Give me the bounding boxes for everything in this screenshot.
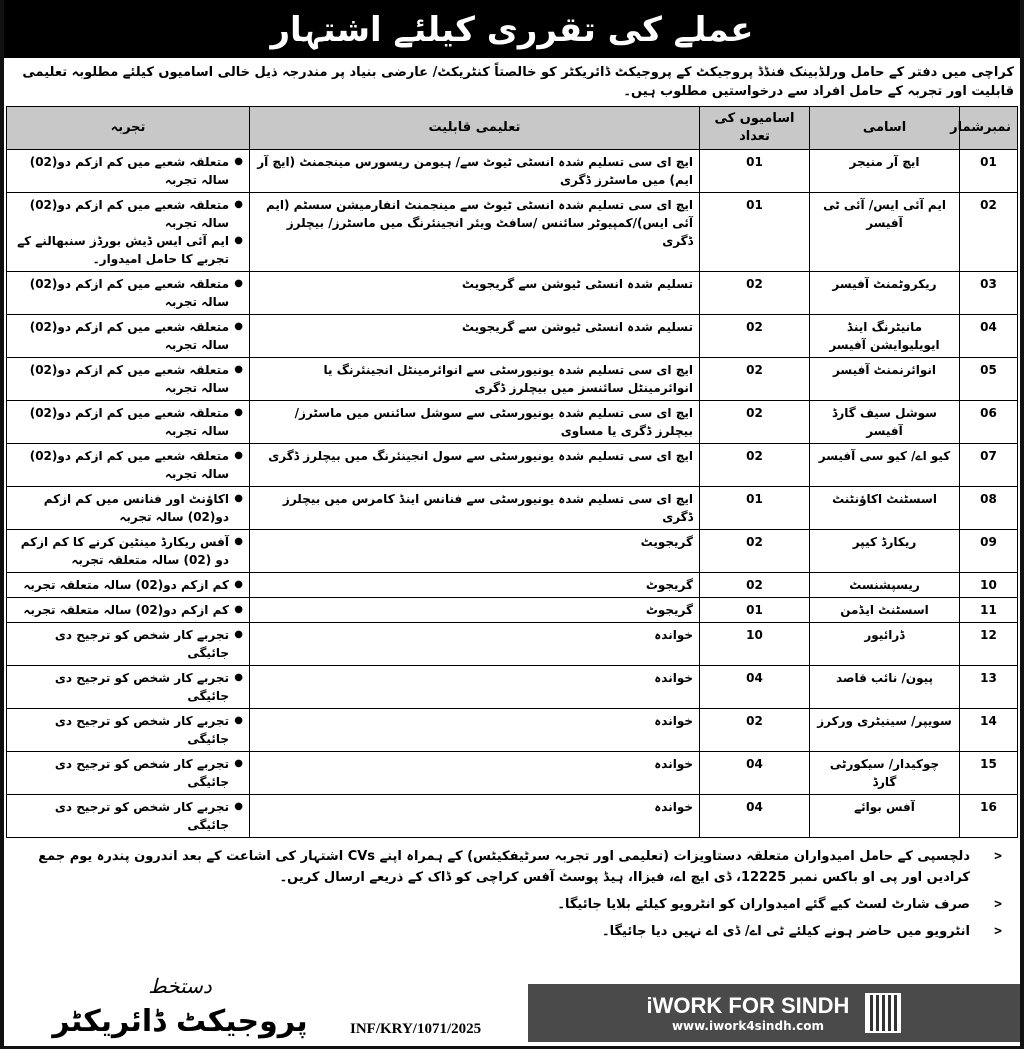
post-cell: اسسٹنٹ ایڈمن: [810, 598, 960, 623]
table-row: [7, 752, 1018, 795]
table-row: [7, 530, 1018, 573]
experience-item: ● تجربے کار شخص کو ترجیح دی جائیگی: [13, 626, 243, 662]
experience-cell: [7, 358, 250, 401]
count-cell: 02: [700, 358, 810, 401]
qualification-cell: ایچ ای سی تسلیم شدہ انسٹی ٹیوٹ سے/ ہیومن ریسورس مینجمنٹ (ایچ آر ایم) میں ماسٹرز ڈگری: [250, 150, 700, 193]
signatory-title: پروجیکٹ ڈائریکٹر: [52, 1004, 308, 1039]
serial-cell: 09: [960, 530, 1018, 573]
post-cell: سویپر/ سینیٹری ورکرز: [810, 709, 960, 752]
experience-item: ● متعلقہ شعبے میں کم ازکم دو(02) سالہ تجربہ: [13, 318, 243, 354]
count-cell: 04: [700, 795, 810, 838]
experience-item: ● متعلقہ شعبے میں کم ازکم دو(02) سالہ تجربہ: [13, 447, 243, 483]
table-row: [7, 150, 1018, 193]
header-count: اسامیوں کی تعداد: [700, 107, 810, 150]
serial-cell: 04: [960, 315, 1018, 358]
experience-cell: [7, 666, 250, 709]
experience-item: ● کم ازکم دو(02) سالہ متعلقہ تجربہ: [13, 601, 243, 619]
post-cell: ایچ آر منیجر: [810, 150, 960, 193]
signature-block: [20, 974, 340, 1042]
reference-number: INF/KRY/1071/2025: [350, 1021, 482, 1037]
post-cell: مانیٹرنگ اینڈ ایویلیوایشن آفیسر: [810, 315, 960, 358]
experience-cell: [7, 709, 250, 752]
experience-cell: [7, 444, 250, 487]
table-row: [7, 598, 1018, 623]
post-cell: ریکروٹمنٹ آفیسر: [810, 272, 960, 315]
brand-name: iWORK FOR SINDH: [646, 993, 850, 1018]
post-cell: آفس بوائے: [810, 795, 960, 838]
experience-item: ● متعلقہ شعبے میں کم ازکم دو(02) سالہ تجربہ: [13, 196, 243, 232]
serial-cell: 05: [960, 358, 1018, 401]
header-serial: نمبرشمار: [960, 107, 1018, 150]
table-row: [7, 623, 1018, 666]
experience-cell: [7, 272, 250, 315]
experience-cell: [7, 315, 250, 358]
experience-cell: [7, 573, 250, 598]
table-row: [7, 272, 1018, 315]
iwork-for-sindh-banner: [528, 984, 1020, 1042]
table-row: [7, 795, 1018, 838]
serial-cell: 15: [960, 752, 1018, 795]
serial-cell: 10: [960, 573, 1018, 598]
post-cell: سوشل سیف گارڈ آفیسر: [810, 401, 960, 444]
post-cell: چوکیدار/ سیکورٹی گارڈ: [810, 752, 960, 795]
count-cell: 02: [700, 530, 810, 573]
serial-cell: 13: [960, 666, 1018, 709]
experience-item: ● کم ازکم دو(02) سالہ متعلقہ تجربہ: [13, 576, 243, 594]
post-cell: ریکارڈ کیپر: [810, 530, 960, 573]
count-cell: 02: [700, 709, 810, 752]
serial-cell: 06: [960, 401, 1018, 444]
experience-cell: [7, 150, 250, 193]
qualification-cell: خواندہ: [250, 666, 700, 709]
ad-title: عملے کی تقرری کیلئے اشتہار: [4, 0, 1020, 58]
notes-list: [4, 846, 1020, 948]
experience-cell: [7, 487, 250, 530]
experience-item: ● تجربے کار شخص کو ترجیح دی جائیگی: [13, 755, 243, 791]
experience-item: ● تجربے کار شخص کو ترجیح دی جائیگی: [13, 798, 243, 834]
note-item: < دلچسپی کے حامل امیدواران متعلقہ دستاویزات (تعلیمی اور تجربہ سرٹیفکیٹس) کے ہمراہ اپنے CVs اشتہار کی اشاعت کے بعد اندرون پندرہ یوم جمع کرادیں اور پی او باکس نمبر 12225، ڈی ایچ اے، فیزII، ہیڈ پوسٹ آفس کراچی کو ڈاک کے ذریعے ارسال کریں۔: [18, 846, 1010, 888]
count-cell: 02: [700, 272, 810, 315]
qualification-cell: ایچ ای سی تسلیم شدہ یونیورسٹی سے انوائرمینٹل انجینئرنگ یا انوائرمینٹل سائنسز میں بیچلرز ڈگری: [250, 358, 700, 401]
table-row: [7, 709, 1018, 752]
vacancies-table: [6, 106, 1018, 838]
count-cell: 01: [700, 487, 810, 530]
post-cell: پیون/ نائب قاصد: [810, 666, 960, 709]
qualification-cell: گریجوٹ: [250, 573, 700, 598]
qr-code-icon: [865, 993, 901, 1033]
experience-cell: [7, 623, 250, 666]
qualification-cell: تسلیم شدہ انسٹی ٹیوشن سے گریجویٹ: [250, 272, 700, 315]
qualification-cell: گریجویٹ: [250, 530, 700, 573]
serial-cell: 16: [960, 795, 1018, 838]
footer: [4, 974, 1020, 1042]
count-cell: 04: [700, 666, 810, 709]
experience-item: ● ایم آئی ایس ڈیش بورڈز سنبھالنے کے تجربے کا حامل امیدوار۔: [13, 232, 243, 268]
header-experience: تجربہ: [7, 107, 250, 150]
qualification-cell: ایچ ای سی تسلیم شدہ انسٹی ٹیوٹ سے مینجمنٹ انفارمیشن سسٹم (ایم آئی ایس)/کمپیوٹر سائنس /سافٹ ویئر انجینئرنگ میں ماسٹرز/ بیچلرز ڈگری: [250, 193, 700, 272]
count-cell: 01: [700, 193, 810, 272]
note-item: < صرف شارٹ لسٹ کیے گئے امیدواران کو انٹرویو کیلئے بلایا جائیگا۔: [18, 894, 1010, 915]
job-advertisement: [4, 0, 1020, 1046]
experience-cell: [7, 530, 250, 573]
table-row: [7, 666, 1018, 709]
experience-item: ● تجربے کار شخص کو ترجیح دی جائیگی: [13, 669, 243, 705]
table-row: [7, 315, 1018, 358]
experience-item: ● آفس ریکارڈ مینٹین کرنے کا کم ازکم دو (02) سالہ متعلقہ تجربہ: [13, 533, 243, 569]
experience-item: ● متعلقہ شعبے میں کم ازکم دو(02) سالہ تجربہ: [13, 404, 243, 440]
post-cell: انوائرنمنٹ آفیسر: [810, 358, 960, 401]
intro-text: کراچی میں دفتر کے حامل ورلڈبینک فنڈڈ پروجیکٹ کے پروجیکٹ ڈائریکٹر کو خالصتاً کنٹریکٹ/ عارضی بنیاد پر مندرجہ ذیل خالی اسامیوں کیلئے مطلوبہ تعلیمی قابلیت اور تجربہ کے حامل افراد سے درخواستیں مطلوب ہیں۔: [22, 65, 1014, 99]
table-row: [7, 444, 1018, 487]
count-cell: 02: [700, 401, 810, 444]
experience-cell: [7, 193, 250, 272]
serial-cell: 08: [960, 487, 1018, 530]
experience-cell: [7, 752, 250, 795]
serial-cell: 11: [960, 598, 1018, 623]
count-cell: 02: [700, 573, 810, 598]
brand-url[interactable]: www.iwork4sindh.com: [671, 1019, 825, 1033]
note-item: < انٹرویو میں حاضر ہونے کیلئے ٹی اے/ ڈی اے نہیں دیا جائیگا۔: [18, 921, 1010, 942]
post-cell: ایم آئی ایس/ آئی ٹی آفیسر: [810, 193, 960, 272]
qualification-cell: خواندہ: [250, 709, 700, 752]
table-row: [7, 358, 1018, 401]
count-cell: 02: [700, 315, 810, 358]
count-cell: 01: [700, 598, 810, 623]
qualification-cell: تسلیم شدہ انسٹی ٹیوشن سے گریجویٹ: [250, 315, 700, 358]
experience-cell: [7, 598, 250, 623]
experience-cell: [7, 401, 250, 444]
serial-cell: 14: [960, 709, 1018, 752]
qualification-cell: خواندہ: [250, 795, 700, 838]
serial-cell: 01: [960, 150, 1018, 193]
count-cell: 02: [700, 444, 810, 487]
post-cell: ڈرائیور: [810, 623, 960, 666]
serial-cell: 12: [960, 623, 1018, 666]
qualification-cell: ایچ ای سی تسلیم شدہ یونیورسٹی سے فنانس اینڈ کامرس میں بیچلرز ڈگری: [250, 487, 700, 530]
header-qualification: تعلیمی قابلیت: [250, 107, 700, 150]
qualification-cell: ایچ ای سی تسلیم شدہ یونیورسٹی سے سوشل سائنس میں ماسٹرز/ بیچلرز ڈگری یا مساوی: [250, 401, 700, 444]
post-cell: ریسپشنسٹ: [810, 573, 960, 598]
table-row: [7, 573, 1018, 598]
serial-cell: 03: [960, 272, 1018, 315]
signature: دستخط: [148, 974, 212, 998]
experience-item: ● متعلقہ شعبے میں کم ازکم دو(02) سالہ تجربہ: [13, 361, 243, 397]
table-row: [7, 487, 1018, 530]
table-row: [7, 401, 1018, 444]
header-post: اسامی: [810, 107, 960, 150]
experience-item: ● اکاؤنٹ اور فنانس میں کم ازکم دو(02) سالہ تجربہ: [13, 490, 243, 526]
qualification-cell: خواندہ: [250, 752, 700, 795]
post-cell: کیو اے/ کیو سی آفیسر: [810, 444, 960, 487]
table-row: [7, 193, 1018, 272]
count-cell: 04: [700, 752, 810, 795]
experience-item: ● تجربے کار شخص کو ترجیح دی جائیگی: [13, 712, 243, 748]
experience-item: ● متعلقہ شعبے میں کم ازکم دو(02) سالہ تجربہ: [13, 153, 243, 189]
post-cell: اسسٹنٹ اکاؤنٹنٹ: [810, 487, 960, 530]
serial-cell: 07: [960, 444, 1018, 487]
qualification-cell: ایچ ای سی تسلیم شدہ یونیورسٹی سے سول انجینئرنگ میں بیچلرز ڈگری: [250, 444, 700, 487]
qualification-cell: گریجوٹ: [250, 598, 700, 623]
count-cell: 10: [700, 623, 810, 666]
serial-cell: 02: [960, 193, 1018, 272]
qualification-cell: خواندہ: [250, 623, 700, 666]
experience-item: ● متعلقہ شعبے میں کم ازکم دو(02) سالہ تجربہ: [13, 275, 243, 311]
count-cell: 01: [700, 150, 810, 193]
experience-cell: [7, 795, 250, 838]
